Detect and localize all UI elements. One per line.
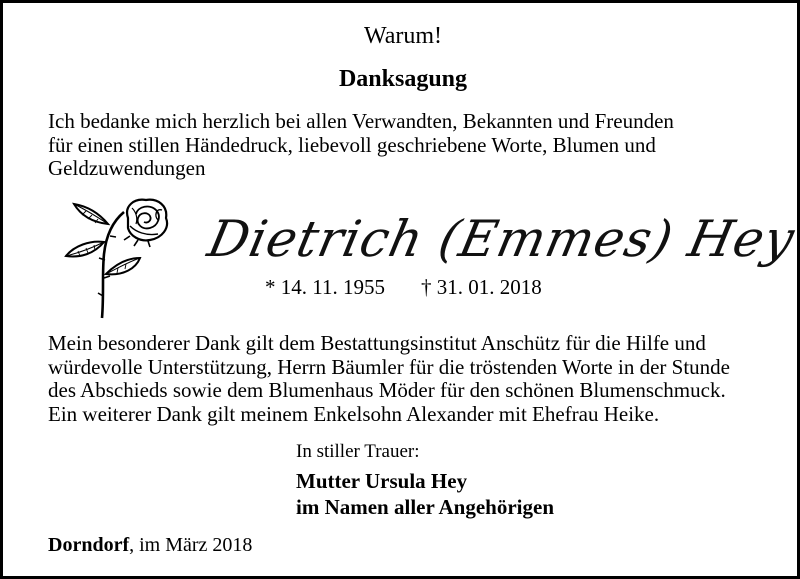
thanks-line: des Abschieds sowie dem Blumenhaus Möder für den schönen Blumenschmuck. (48, 378, 726, 402)
thanks-line: Ein weiterer Dank gilt meinem Enkelsohn Alexander mit Ehefrau Heike. (48, 401, 660, 426)
date-text: , im März 2018 (129, 534, 253, 556)
thanks-line: Mein besonderer Dank gilt dem Bestattungsinstitut Anschütz für die Hilfe und (48, 331, 706, 355)
intro-line: Ich bedanke mich herzlich bei allen Verwandten, Bekannten und Freunden (48, 109, 674, 133)
page-title: Danksagung (338, 66, 468, 92)
mourning-intro: In stiller Trauer: (296, 441, 420, 462)
death-date: † 31. 01. 2018 (421, 275, 542, 299)
signer-block (296, 468, 554, 520)
thanks-line: würdevolle Unterstützung, Herrn Bäumler für die tröstenden Worte in der Stunde (48, 354, 730, 379)
intro-line: Geldzuwendungen (48, 156, 206, 180)
deceased-name: Dietrich (Emmes) Hey (203, 210, 800, 268)
place-name: Dorndorf (48, 534, 130, 556)
signer-relatives: im Namen aller Angehörigen (296, 495, 555, 519)
thanks-paragraph (48, 332, 730, 426)
header-warum: Warum! (363, 23, 443, 49)
birth-date: * 14. 11. 1955 (265, 275, 385, 299)
intro-line: für einen stillen Händedruck, liebevoll geschriebene Worte, Blumen und (48, 132, 656, 157)
place-date-line (48, 534, 252, 557)
intro-paragraph (48, 110, 674, 181)
rose-icon (58, 196, 178, 320)
signer-name: Mutter Ursula Hey (296, 469, 468, 493)
